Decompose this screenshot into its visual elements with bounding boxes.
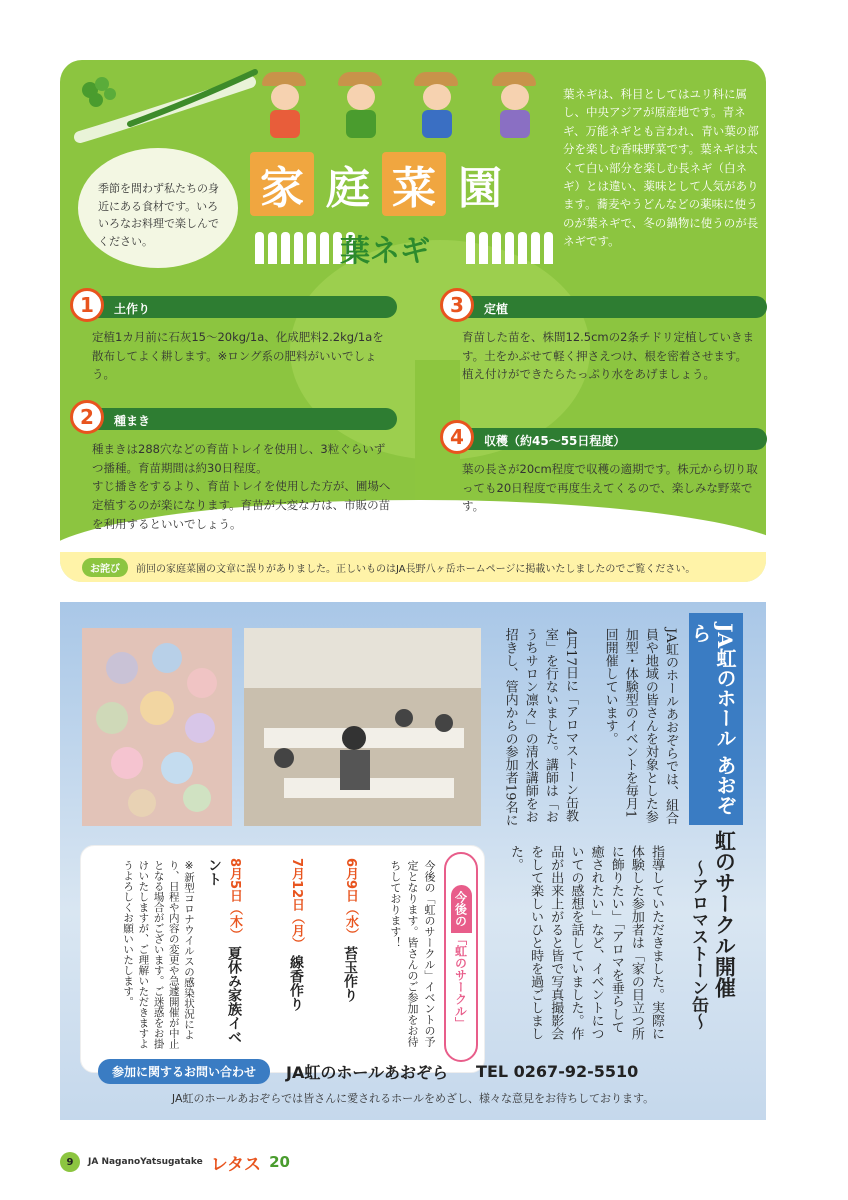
title-char: 庭 [316,152,380,216]
step-number: 3 [440,288,474,322]
circle-tag-highlight: 今後の [451,885,472,933]
intro-text: 葉ネギは、科目としてはユリ科に属し、中央アジアが原産地です。青ネギ、万能ネギとも言われ、青い葉の部分を楽しむ香味野菜です。葉ネギは太くて白い部分を楽しむ長ネギ（白ネギ）とは違い、薬味として人気があります。蕎麦やうどんなどの薬味に使うのが葉ネギで、冬の鍋物に使うのが長ネギです。 [563,87,759,249]
step-title: 定植 [452,296,767,318]
apology-text: 前回の家庭菜園の文章に誤りがありました。正しいものはJA長野八ヶ岳ホームページに掲載いたしましたのでご覧ください。 [136,563,696,575]
schedule-item [316,858,360,1058]
article-body-2: 4月17日に「アロマストーン缶教室」を行ないました。講師は「おうちサロン凛々」の清水講師をお招きし、管内からの参加者19名に [502,628,578,827]
schedule-date: 8月5日（木） [227,858,242,942]
event-title: 虹のサークル開催 [712,830,738,998]
farmer-illustration-4 [492,72,538,142]
fence-right [466,232,553,268]
covid-notice: ※新型コロナウイルスの感染状況により、日程や内容の変更や急遽開催が中止となる場合がございます。ご迷惑をお掛けいたしますが、ご理解いただきますようよろしくお願いいたします。 [122,860,195,1049]
contact-bar [98,1058,738,1084]
workshop-photo [244,628,481,826]
circle-tag-label: 「虹のサークル」 [453,933,468,1029]
event-subtitle: 〜アロマストーン缶〜 [688,860,708,1030]
hall-footnote: JA虹のホールあおぞらでは皆さんに愛されるホールをめざし、様々な意見をお待ちしております。 [171,1092,655,1105]
step-text: 種まきは288穴などの育苗トレイを使用し、3粒ぐらいずつ播種。育苗期間は約30日程度。 すじ播きをするより、育苗トレイを使用した方が、圃場へ定植するのが楽になります。育苗が大変な方は、市販の苗を利用するといいでしょう。 [92,442,391,531]
page-title [250,152,512,216]
step-text: 育苗した苗を、株間12.5cmの2条チドリ定植していきます。土をかぶせて軽く押さえつけ、根を密着させます。 植え付けができたらたっぷり水をあげましょう。 [462,330,754,382]
contact-tel: TEL 0267-92-5510 [476,1061,639,1081]
circle-tag [444,852,478,1062]
step-3 [450,293,767,384]
contact-label: 参加に関するお問い合わせ [98,1059,270,1084]
schedule-date: 7月12日（月） [289,858,304,951]
org-name: JA NaganoYatsugatake [88,1157,203,1167]
anniversary-logo: 20 [269,1153,290,1171]
step-title: 土作り [82,296,397,318]
step-4 [450,425,767,516]
step-2 [80,405,397,533]
apology-bar [60,552,766,582]
apology-tag: お詫び [82,558,128,577]
schedule-date: 6月9日（水） [343,858,358,942]
schedule-title: 苔玉作り [342,946,358,1003]
subtitle: 葉ネギ [340,234,430,269]
title-char: 菜 [382,152,446,216]
page-number: 9 [60,1152,80,1172]
hall-header: JA虹のホール あおぞら [689,613,743,825]
step-number: 2 [70,400,104,434]
schedule-title: 夏休み家族イベント [206,858,242,1045]
step-title: 種まき [82,408,397,430]
contact-name: JA虹のホールあおぞら [286,1062,449,1082]
step-1 [80,293,397,384]
step-title: 収穫（約45〜55日程度） [452,428,767,450]
farmer-illustration-1 [262,72,308,142]
schedule-item [262,858,306,1058]
step-number: 1 [70,288,104,322]
article-body-3: 指導していただきました。実際に体験した参加者は「家の目立つ所に飾りたい」「アロマを垂らして癒されたい」など、イベントについての感想を話していました。作品が出来上がると皆で写真撮影会をして楽しいひと時を過ごしました。 [508,845,664,1040]
schedule-item [200,858,244,1058]
page-footer [60,1150,290,1174]
farmer-illustration-3 [414,72,460,142]
article-body-1: JA虹のホールあおぞらでは、組合員や地域の皆さんを対象とした参加型・体験型のイベントを毎月1回開催しています。 [602,628,678,825]
aroma-stone-photo [82,628,232,826]
magazine-logo: レタス [210,1154,262,1175]
title-char: 園 [448,152,512,216]
step-text: 定植1カ月前に石灰15〜20kg/1a、化成肥料2.2kg/1aを散布してよく耕します。※ロング系の肥料がいいでしょう。 [92,330,384,382]
circle-intro: 今後の「虹のサークル」イベントの予定となります。皆さんのご参加をお待ちしております！ [388,860,436,1047]
schedule-title: 線香作り [288,955,304,1012]
title-char: 家 [250,152,314,216]
intro-bubble: 季節を問わず私たちの身近にある食材です。いろいろなお料理で楽しんでください。 [78,148,238,268]
step-text: 葉の長さが20cm程度で収穫の適期です。株元から切り取っても20日程度で再度生えてくるので、楽しみな野菜です。 [462,462,758,514]
farmer-illustration-2 [338,72,384,142]
step-number: 4 [440,420,474,454]
green-onion-illustration [70,62,260,152]
